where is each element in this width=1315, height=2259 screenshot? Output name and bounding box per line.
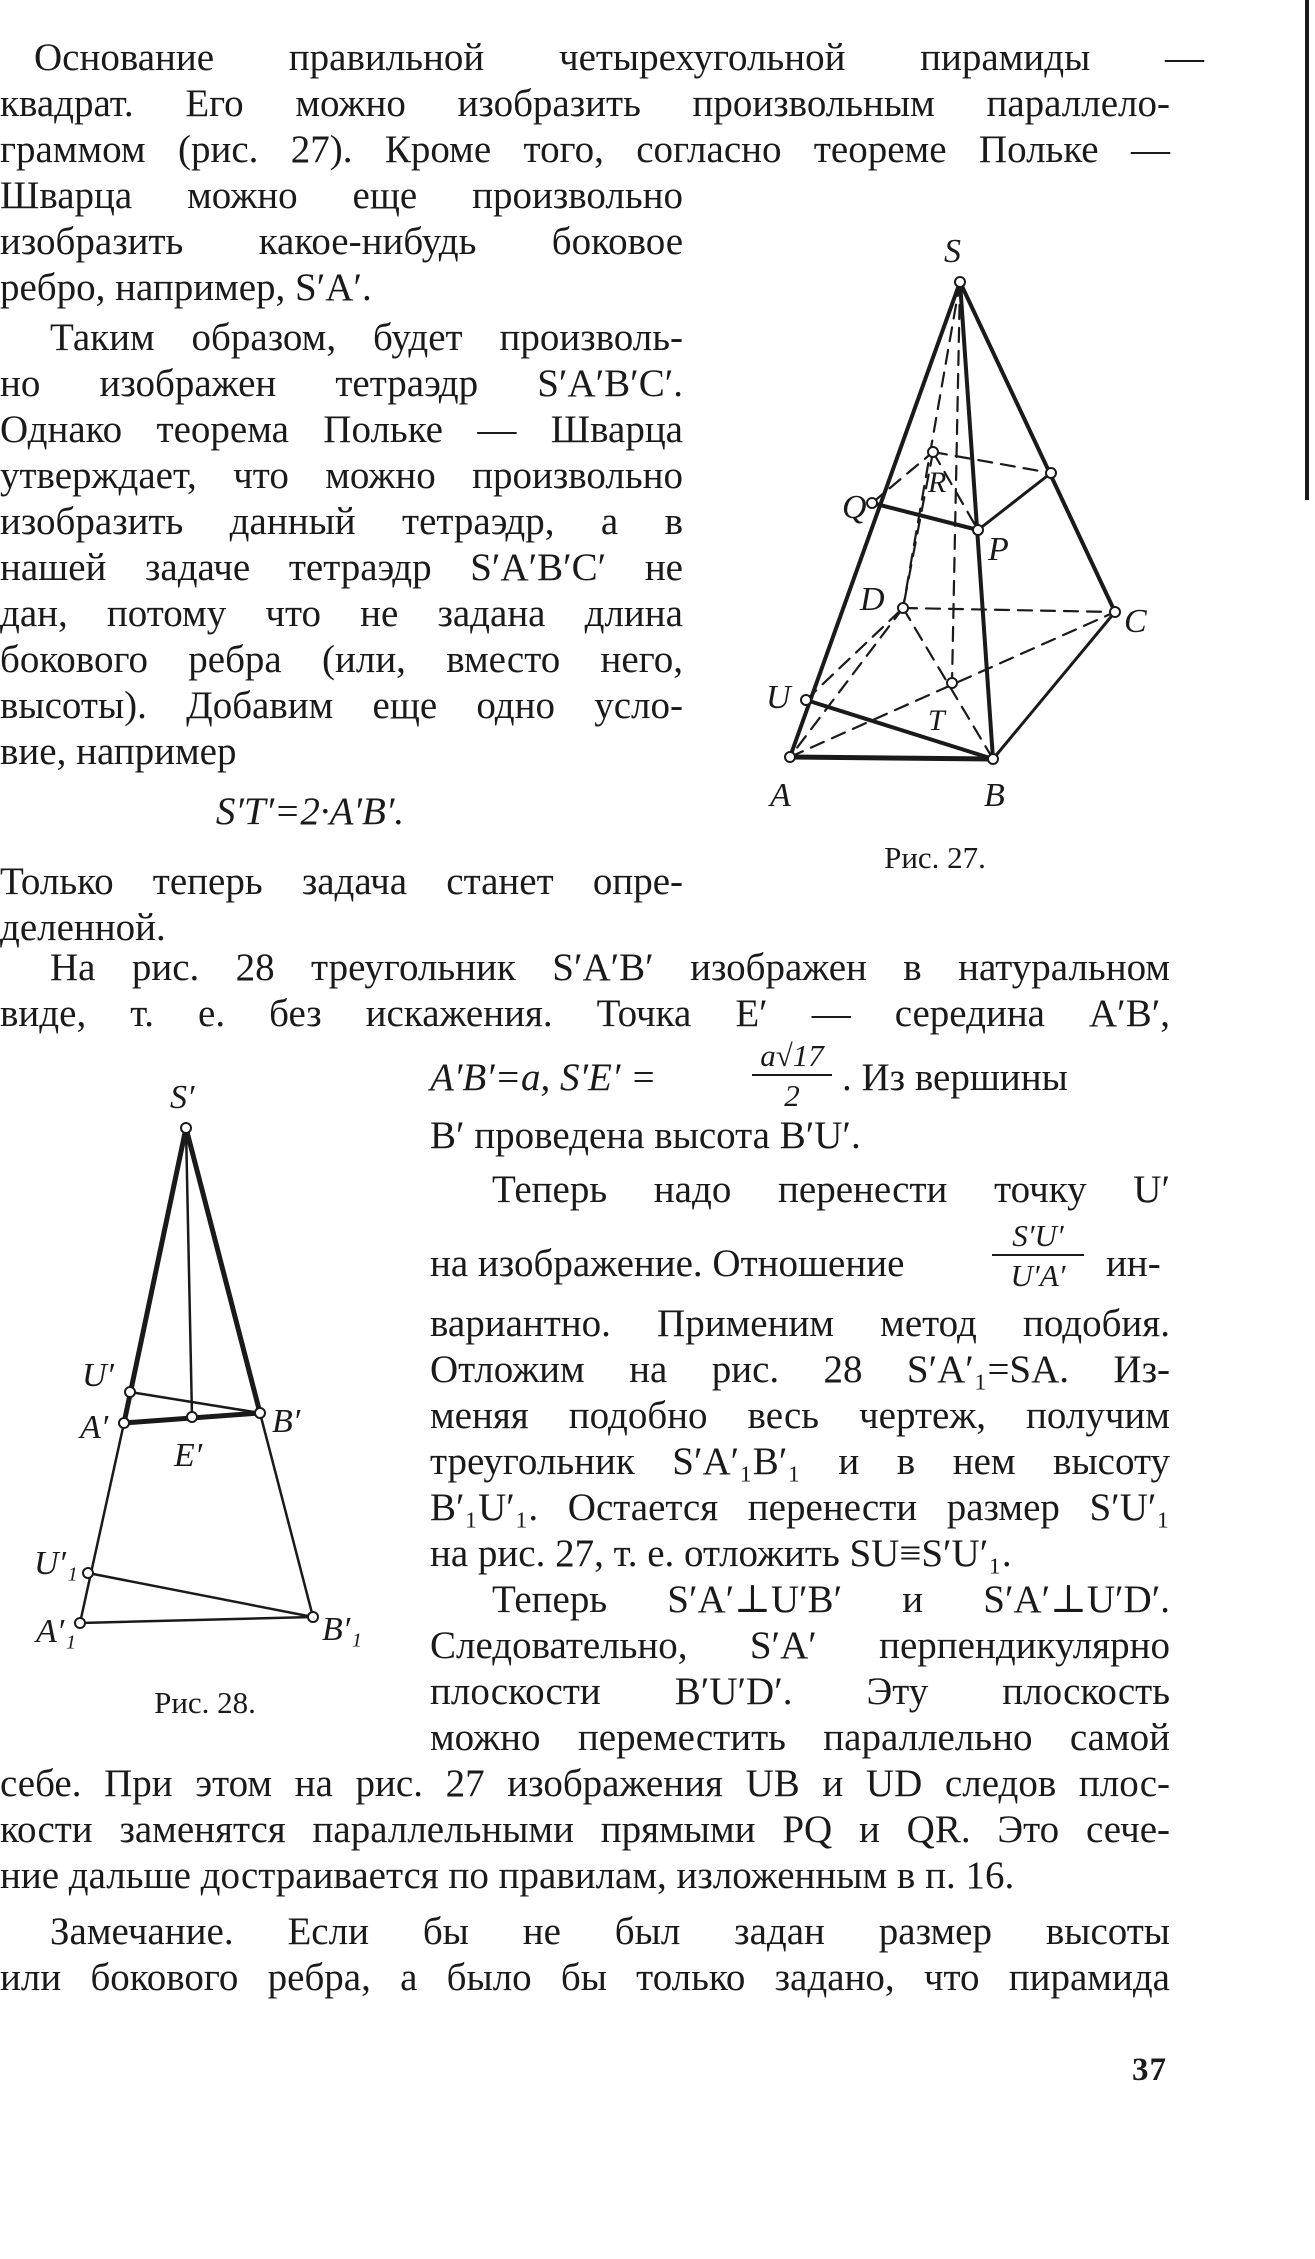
text-line: Следовательно, S′A′ перпендикулярно [430,1624,1170,1667]
text-line: или бокового ребра, а было бы только задано, что пирамида [0,1956,1170,1999]
text-line: виде, т. е. без искажения. Точка E′ — середина A′B′, [0,992,1170,1035]
text-line: изобразить какое-нибудь боковое [0,220,683,263]
label-e-prime: E′ [174,1437,203,1474]
fraction [752,1040,832,1111]
text-line: утверждает, что можно произвольно [0,454,683,497]
label-a1-prime: A′₁ [36,1613,77,1650]
label-u1-prime: U′₁ [34,1545,78,1582]
text-line: на рис. 27, т. е. отложить SU≡S′U′₁. [430,1532,1012,1575]
text-line: Шварца можно еще произвольно [0,174,683,217]
text-line: себе. При этом на рис. 27 изображения UB и UD следов плос- [0,1762,1170,1805]
scan-edge-line [1305,0,1309,500]
formula: S′T′=2·A′B′. [215,790,405,833]
ratio-fraction [992,1220,1084,1291]
text-line: B′₁U′₁. Остается перенести размер S′U′₁ [430,1486,1170,1529]
label-s: S [944,233,961,270]
figure-27-caption: Рис. 27. [884,840,986,875]
text-line: Теперь надо перенести точку U′ [492,1168,1170,1211]
fraction-numerator: a√17 [752,1040,832,1076]
label-p: P [988,531,1009,568]
label-a-prime: A′ [80,1409,109,1446]
text-line: дан, потому что не задана длина [0,592,683,635]
text-line: ние дальше достраивается по правилам, изложенным в п. 16. [0,1854,1015,1897]
text-line: изобразить данный тетраэдр, а в [0,500,683,543]
fraction-denominator: U′A′ [1010,1258,1066,1293]
label-c: C [1124,603,1147,640]
label-u: U [766,679,791,716]
label-q: Q [842,489,867,526]
text-line: плоскости B′U′D′. Эту плоскость [430,1670,1170,1713]
text-line: но изображен тетраэдр S′A′B′C′. [0,362,683,405]
label-s-prime: S′ [170,1079,195,1116]
text-line: Таким образом, будет произволь- [50,316,683,359]
text-line: Только теперь задача станет опре- [0,860,683,903]
text-line: треугольник S′A′₁B′₁ и в нем высоту [430,1440,1170,1483]
label-b: B [984,777,1005,814]
text-line: можно переместить параллельно самой [430,1716,1170,1759]
text-line: кости заменятся параллельными прямыми PQ и QR. Это сече- [0,1808,1170,1851]
text-line: меняя подобно весь чертеж, получим [430,1394,1170,1437]
label-u-prime: U′ [82,1357,114,1394]
figure-28-caption: Рис. 28. [154,1685,256,1720]
text-line: B′ проведена высота B′U′. [430,1114,861,1157]
fraction-denominator: 2 [784,1078,800,1113]
fraction-numerator: S′U′ [992,1220,1084,1256]
label-a: A [770,777,791,814]
label-d: D [860,581,885,618]
text-line: . Из вершины [842,1056,1068,1099]
text-line: вие, например [0,730,237,773]
text-line: Замечание. Если бы не был задан размер высоты [50,1910,1170,1953]
text-line: деленной. [0,906,166,949]
text-line: Теперь S′A′⊥U′B′ и S′A′⊥U′D′. [492,1578,1170,1621]
text-line: ребро, например, S′A′. [0,266,372,309]
label-r: R [928,466,947,499]
text-line: бокового ребра (или, вместо него, [0,638,683,681]
equation-left: A′B′=a, S′E′ = [430,1056,657,1099]
figure-27 [740,220,1170,840]
text-line: ин- [1106,1242,1161,1285]
text-line: высоты). Добавим еще одно усло- [0,684,683,727]
text-line: На рис. 28 треугольник S′A′B′ изображен в натуральном [50,946,1170,989]
text-line: граммом (рис. 27). Кроме того, согласно теореме Польке — [0,128,1170,171]
text-line: Однако теорема Польке — Шварца [0,408,683,451]
text-line: Основание правильной четырехугольной пирамиды — [34,36,1204,79]
text-line: вариантно. Применим метод подобия. [430,1302,1170,1345]
text-line: нашей задаче тетраэдр S′A′B′C′ не [0,546,683,589]
figure-28 [20,1070,400,1670]
page-number: 37 [1132,2052,1167,2088]
label-t: T [928,704,945,737]
label-b-prime: B′ [272,1403,301,1440]
text-line: квадрат. Его можно изобразить произвольным параллело- [0,82,1170,125]
text-line: Отложим на рис. 28 S′A′₁=SA. Из- [430,1348,1170,1391]
label-b1-prime: B′₁ [322,1611,363,1648]
text-line: на изображение. Отношение [430,1242,905,1285]
